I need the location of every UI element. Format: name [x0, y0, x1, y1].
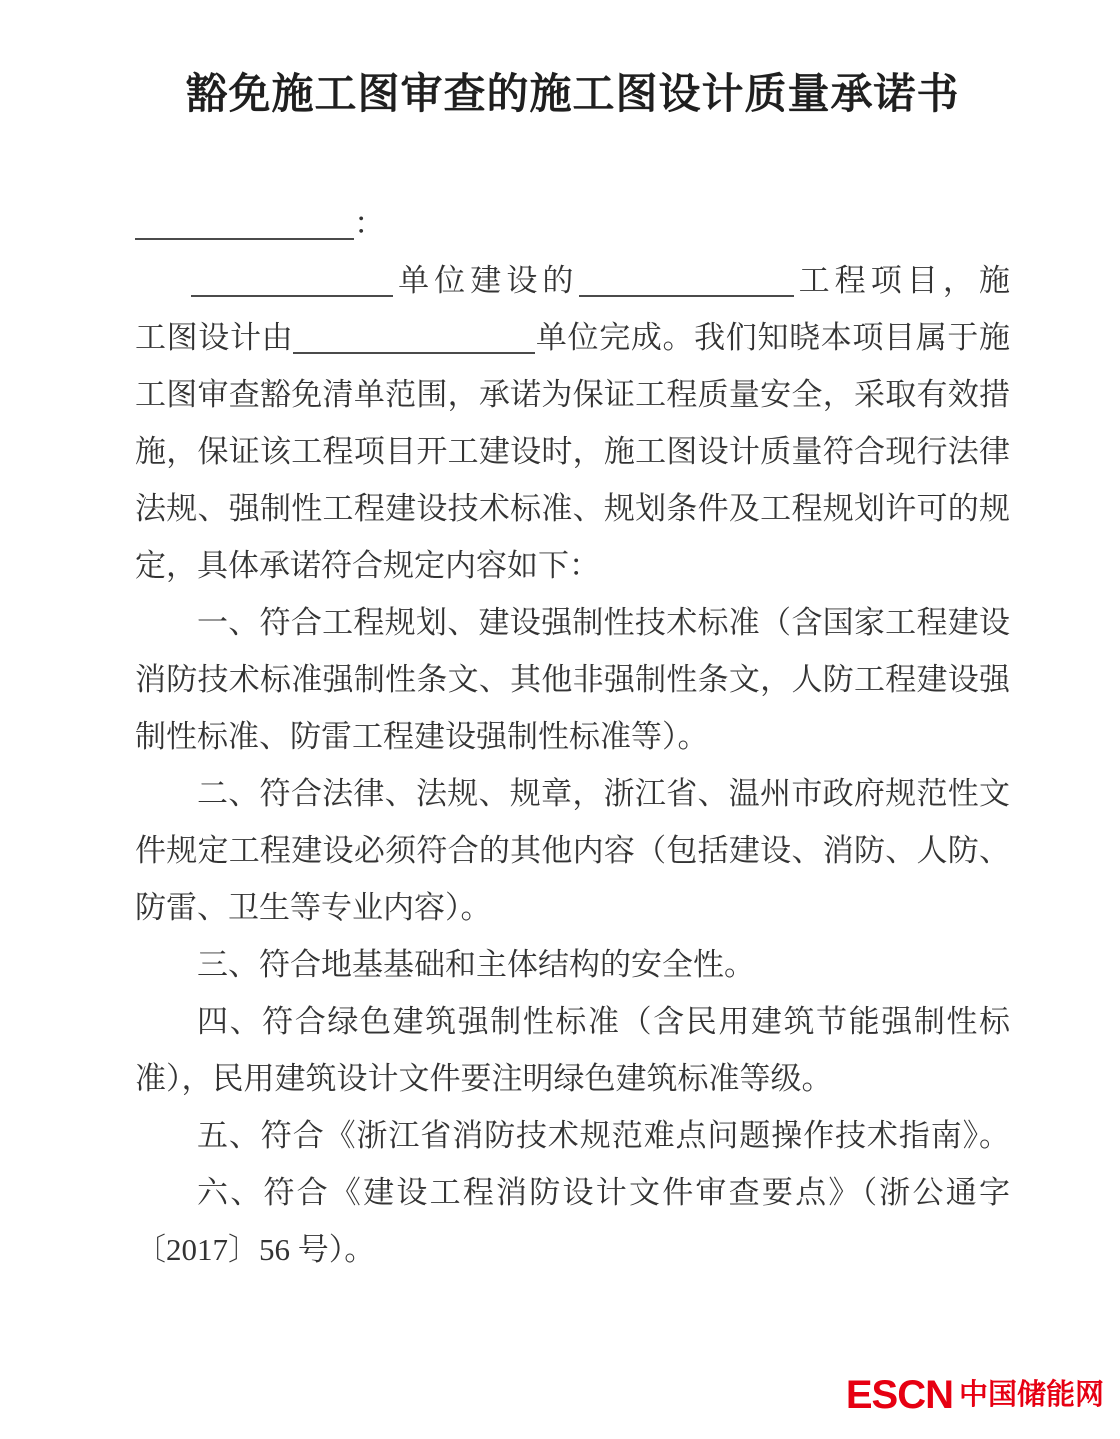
document-line [135, 1050, 1010, 1107]
line-text: ： [354, 206, 385, 241]
line-text: 单位完成。我们知晓本项目属于施 [535, 320, 1010, 355]
document-line [135, 936, 1010, 993]
line-text: 防雷、卫生等专业内容）。 [135, 890, 492, 925]
document-line [135, 195, 1010, 252]
blank-underline [293, 316, 535, 354]
line-text: 单位建设的 [393, 263, 579, 298]
document-line [135, 537, 1010, 594]
document-title: 豁免施工图审查的施工图设计质量承诺书 [185, 72, 960, 118]
document-line [135, 708, 1010, 765]
line-text: 二、符合法律、法规、规章，浙江省、温州市政府规范性文 [197, 776, 1010, 811]
commitment-letter [135, 60, 1010, 1278]
document-line [135, 822, 1010, 879]
escn-logo-text: ESCN [845, 1373, 953, 1417]
line-text: 准），民用建筑设计文件要注明绿色建筑标准等级。 [135, 1061, 833, 1096]
blank-underline [135, 202, 354, 240]
line-text: 工图审查豁免清单范围，承诺为保证工程质量安全，采取有效措 [135, 377, 1010, 412]
document-line [135, 423, 1010, 480]
site-name-text: 中国储能网 [958, 1378, 1104, 1411]
document-line [135, 651, 1010, 708]
document-line [135, 993, 1010, 1050]
line-text: 工图设计由 [135, 320, 294, 355]
line-text: 三、符合地基基础和主体结构的安全性。 [197, 947, 755, 982]
line-text: 六、符合《建设工程消防设计文件审查要点》（浙公通字 [197, 1175, 1010, 1210]
document-line [135, 594, 1010, 651]
document-line [135, 252, 1010, 309]
line-text: 一、符合工程规划、建设强制性技术标准（含国家工程建设 [197, 605, 1010, 640]
line-text: 〔2017〕56 号）。 [135, 1232, 376, 1267]
document-line [135, 366, 1010, 423]
document-line [135, 480, 1010, 537]
line-text: 定，具体承诺符合规定内容如下： [135, 548, 600, 583]
line-text: 制性标准、防雷工程建设强制性标准等）。 [135, 719, 709, 754]
line-text: 件规定工程建设必须符合的其他内容（包括建设、消防、人防、 [135, 833, 1010, 868]
document-lines [135, 195, 1010, 1278]
document-line [135, 1107, 1010, 1164]
document-line [135, 1221, 1010, 1278]
line-text: 法规、强制性工程建设技术标准、规划条件及工程规划许可的规 [135, 491, 1010, 526]
blank-underline [579, 259, 794, 297]
line-text: 工程项目，施 [793, 263, 1010, 298]
document-line [135, 1164, 1010, 1221]
blank-underline [191, 259, 393, 297]
document-line [135, 309, 1010, 366]
line-text: 消防技术标准强制性条文、其他非强制性条文，人防工程建设强 [135, 662, 1010, 697]
document-line [135, 879, 1010, 936]
line-text: 五、符合《浙江省消防技术规范难点问题操作技术指南》。 [197, 1118, 1010, 1153]
watermark [846, 1375, 1104, 1415]
line-text: 四、符合绿色建筑强制性标准（含民用建筑节能强制性标 [197, 1004, 1010, 1039]
document-line [135, 765, 1010, 822]
line-text: 施，保证该工程项目开工建设时，施工图设计质量符合现行法律 [135, 434, 1010, 469]
